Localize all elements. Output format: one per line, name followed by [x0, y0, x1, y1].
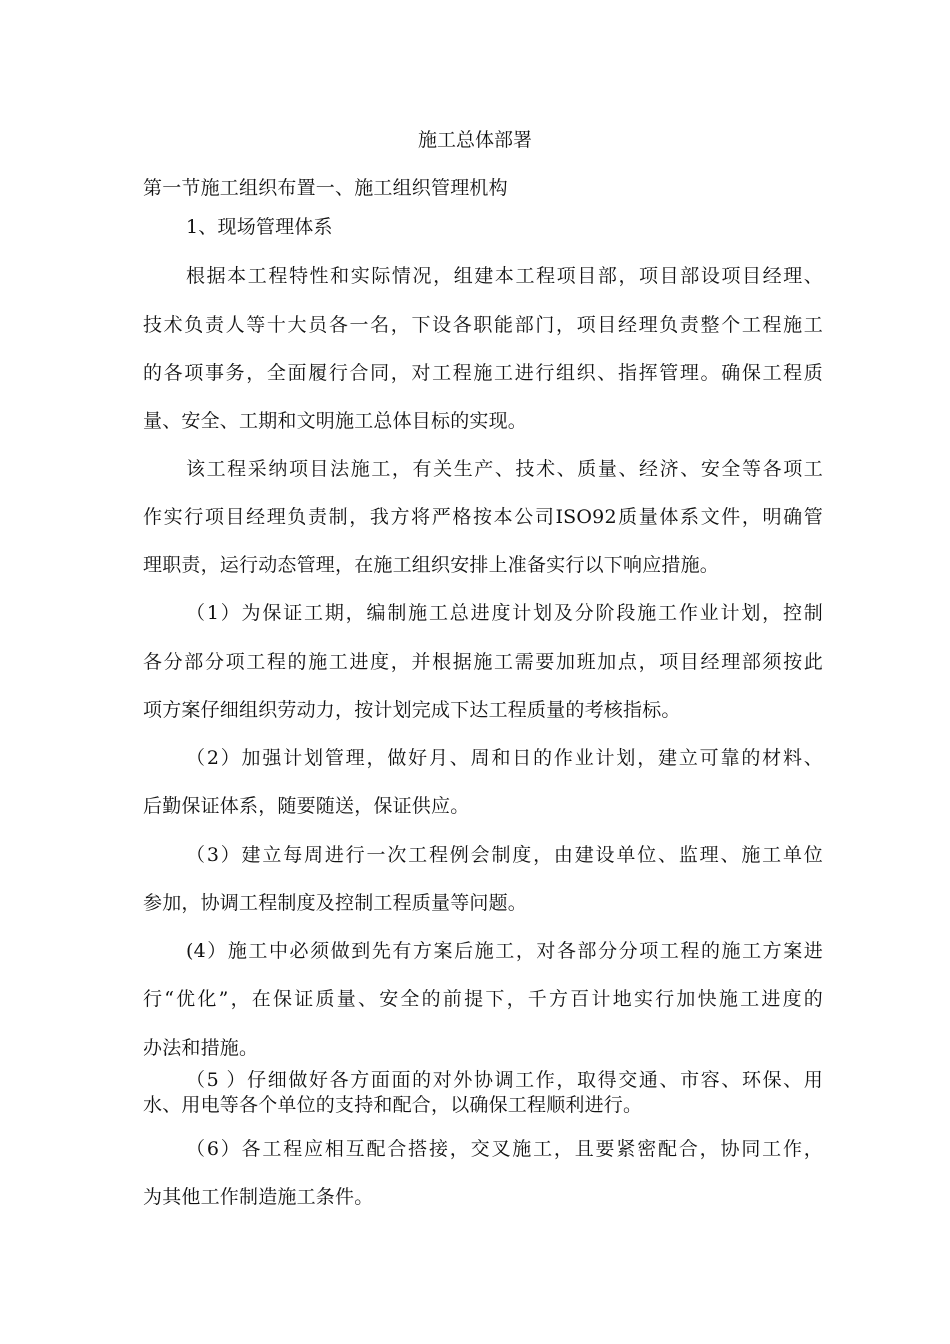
list-item-line: （3）建立每周进行一次工程例会制度，由建设单位、监理、施工单位 — [186, 844, 823, 866]
list-item-line: （2）加强计划管理，做好月、周和日的作业计划，建立可靠的材料、 — [186, 747, 823, 769]
paragraph-line: 量、安全、工期和文明施工总体目标的实现。 — [143, 410, 528, 432]
paragraph-line: 该工程采纳项目法施工，有关生产、技术、质量、经济、安全等各项工 — [186, 458, 823, 480]
paragraph-line: 技术负责人等十大员各一名，下设各职能部门，项目经理负责整个工程施工 — [143, 314, 823, 336]
list-item-line: （1）为保证工期，编制施工总进度计划及分阶段施工作业计划，控制 — [186, 602, 823, 624]
list-item-line: 为其他工作制造施工条件。 — [143, 1186, 374, 1208]
list-item-line: 办法和措施。 — [143, 1037, 259, 1059]
list-item-line: 水、用电等各个单位的支持和配合，以确保工程顺利进行。 — [143, 1094, 643, 1116]
list-item-line: （5 ）仔细做好各方面面的对外协调工作，取得交通、市容、环保、用 — [186, 1069, 823, 1091]
list-item-line: 项方案仔细组织劳动力，按计划完成下达工程质量的考核指标。 — [143, 699, 681, 721]
section-heading: 第一节施工组织布置一、施工组织管理机构 — [143, 177, 508, 199]
subheading: 1、现场管理体系 — [186, 216, 333, 238]
list-item-line: 后勤保证体系，随要随送，保证供应。 — [143, 795, 470, 817]
paragraph-line: 根据本工程特性和实际情况，组建本工程项目部，项目部设项目经理、 — [186, 265, 823, 287]
list-item-line: 参加，协调工程制度及控制工程质量等问题。 — [143, 892, 528, 914]
document-title: 施工总体部署 — [417, 129, 532, 151]
list-item-line: (4）施工中必须做到先有方案后施工，对各部分分项工程的施工方案进 — [186, 940, 823, 962]
paragraph-line: 的各项事务，全面履行合同，对工程施工进行组织、指挥管理。确保工程质 — [143, 362, 823, 384]
list-item-line: 行“优化”，在保证质量、安全的前提下，千方百计地实行加快施工进度的 — [143, 988, 823, 1010]
list-item-line: （6）各工程应相互配合搭接，交叉施工，且要紧密配合，协同工作， — [186, 1138, 823, 1160]
paragraph-line: 作实行项目经理负责制，我方将严格按本公司ISO92质量体系文件，明确管 — [143, 506, 823, 528]
list-item-line: 各分部分项工程的施工进度，并根据施工需要加班加点，项目经理部须按此 — [143, 651, 823, 673]
paragraph-line: 理职责，运行动态管理，在施工组织安排上准备实行以下响应措施。 — [143, 554, 720, 576]
